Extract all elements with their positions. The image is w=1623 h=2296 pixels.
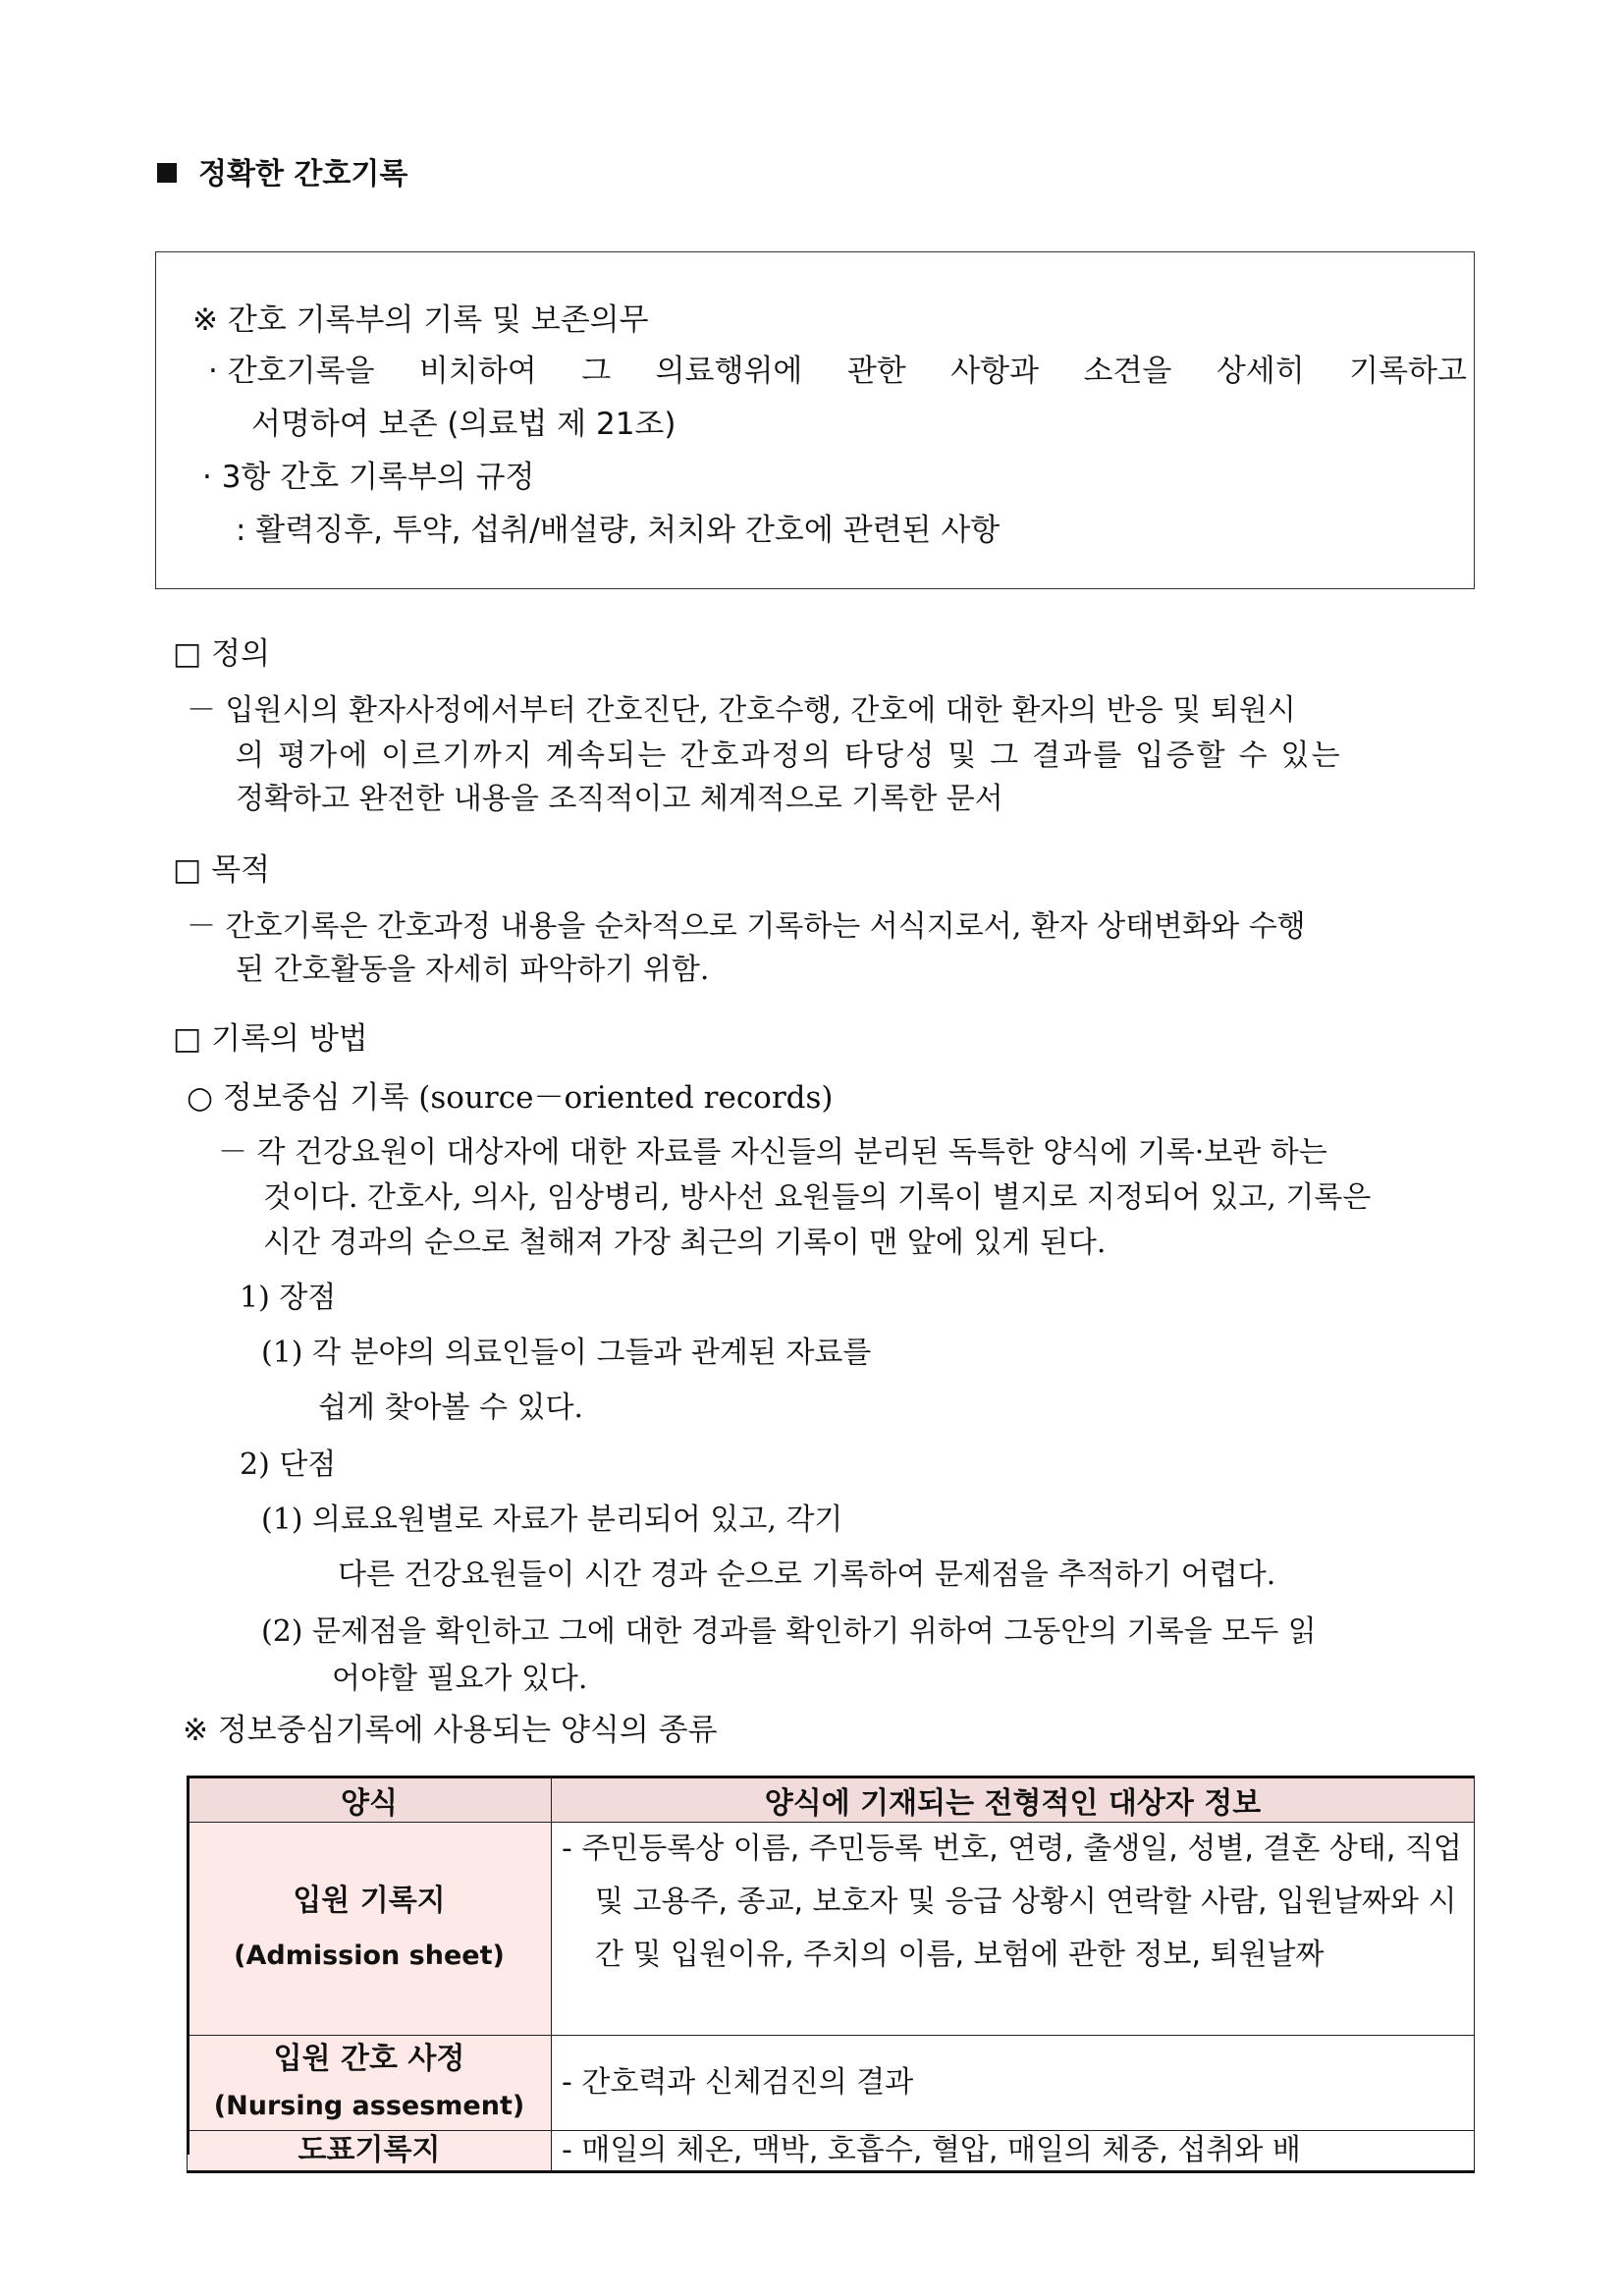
method-heading: □ 기록의 방법 [173,1021,368,1057]
table-row [188,2036,1475,2131]
form-info-text: - 간호력과 신체검진의 결과 [562,2065,914,2100]
definition-line1 [187,685,1473,729]
word: · 간호기록을 [208,354,375,389]
notice-heading: ※ 간호 기록부의 기록 및 보존의무 [192,302,649,338]
table-header-row [188,1777,1475,1823]
method-desc-line3: 시간 경과의 순으로 철해져 가장 최근의 기록이 맨 앞에 있게 된다. [263,1226,1107,1260]
forms-table [187,1776,1475,2173]
disadvantage2-line2: 어야할 필요가 있다. [332,1662,588,1696]
method-desc-line2: 것이다. 간호사, 의사, 임상병리, 방사선 요원들의 기록이 별지로 지정되어 있고, 기록은 [263,1180,1372,1215]
page-title [157,149,407,192]
definition-line3: 정확하고 완전한 내용을 조직적이고 체계적으로 기록한 문서 [236,782,1003,816]
table-left-border [187,1776,189,2155]
definition-line2: 의 평가에 이르기까지 계속되는 간호과정의 타당성 및 그 결과를 입증할 수 있는 [236,738,1342,773]
word: 소견을 [1083,354,1172,389]
word: 그 [581,354,612,389]
disadvantage2-line1: (2) 문제점을 확인하고 그에 대한 경과를 확인하기 위하여 그동안의 기록을 모두 읽 [261,1614,1317,1649]
form-name-en: (Admission sheet) [234,1941,505,1971]
form-info-text: - 주민등록상 이름, 주민등록 번호, 연령, 출생일, 성별, 결혼 상태, 직업 및 고용주, 종교, 보호자 및 응급 상황시 연락할 사람, 입원날짜와 시간 및 입원이유, 주치의 이름, 보험에 관한 정보, 퇴원날짜 [562,1831,1462,1972]
form-info-cell [552,2131,1475,2172]
disadvantage1-line2: 다른 건강요원들이 시간 경과 순으로 기록하여 문제점을 추적하기 어렵다. [338,1558,1276,1592]
form-name-ko: 입원 간호 사정 [273,2042,465,2076]
form-name-ko: 도표기록지 [298,2133,441,2167]
disadvantages-label: 2) 단점 [240,1448,337,1482]
notice-item1-line2: 서명하여 보존 (의료법 제 21조) [251,407,676,442]
method-desc-line1: － 각 건강요원이 대상자에 대한 자료를 자신들의 분리된 독특한 양식에 기록·보관 하는 [218,1135,1327,1170]
form-info-cell [552,2036,1475,2131]
method-subheading: ○ 정보중심 기록 (source－oriented records) [187,1080,834,1116]
word: 기록하고 [1349,354,1467,389]
notice-item2-line2: : 활력징후, 투약, 섭취/배설량, 처치와 간호에 관련된 사항 [236,513,1001,548]
word: 사항과 [950,354,1040,389]
word: 비치하여 [418,354,537,389]
disadvantage1-line1: (1) 의료요원별로 자료가 분리되어 있고, 각기 [261,1503,843,1537]
word: 상세히 [1216,354,1305,389]
table-row [188,1823,1475,2036]
form-name-cell [188,2036,552,2131]
advantage1-line2: 쉽게 찾아볼 수 있다. [318,1391,583,1425]
notice-item1-line1 [208,346,1467,390]
form-info-cell [552,1823,1475,2036]
definition-heading: □ 정의 [173,636,271,672]
form-name-cell [188,1823,552,2036]
advantage1-line1: (1) 각 분야의 의료인들이 그들과 관계된 자료를 [261,1336,872,1370]
definition-line1-text: － 입원시의 환자사정에서부터 간호진단, 간호수행, 간호에 대한 환자의 반응 및 퇴원시 [187,693,1296,728]
advantages-label: 1) 장점 [240,1281,337,1315]
form-name-ko: 입원 기록지 [293,1884,446,1918]
form-info-text: - 매일의 체온, 맥박, 호흡수, 혈압, 매일의 체중, 섭취와 배 [562,2133,1301,2167]
purpose-heading: □ 목적 [173,852,271,888]
form-name-cell [188,2131,552,2172]
table-row [188,2131,1475,2172]
square-bullet-icon [157,163,177,183]
table-header-cell: 양식에 기재되는 전형적인 대상자 정보 [552,1777,1475,1823]
word: 의료행위에 [655,354,803,389]
forms-note: ※ 정보중심기록에 사용되는 양식의 종류 [183,1713,718,1748]
purpose-line1: － 간호기록은 간호과정 내용을 순차적으로 기록하는 서식지로서, 환자 상태변화와 수행 [187,909,1306,944]
purpose-line2: 된 간호활동을 자세히 파악하기 위함. [236,953,710,987]
word: 관한 [846,354,906,389]
form-name-en: (Nursing assesment) [213,2091,525,2121]
notice-item2-line1: · 3항 간호 기록부의 규정 [202,460,535,495]
page-title-text: 정확한 간호기록 [198,157,408,191]
table-header-cell: 양식 [188,1777,552,1823]
